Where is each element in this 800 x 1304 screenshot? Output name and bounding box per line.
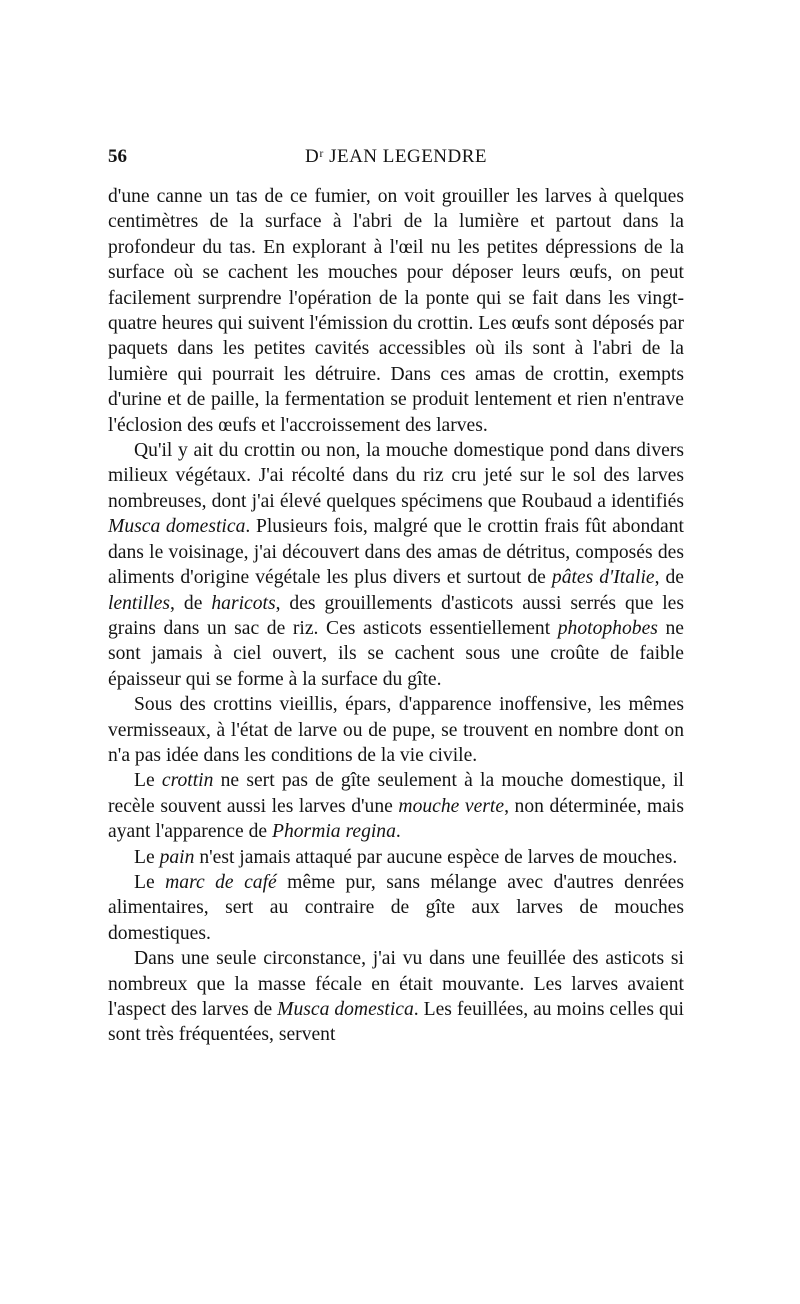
italic-term: pain xyxy=(159,846,195,868)
text-run: , non déterminée, mais ayant l'apparence de xyxy=(108,795,684,843)
text-run: , de xyxy=(654,567,684,589)
text-run: . Les feuillées, au moins celles qui sont très fréquentées, servent xyxy=(108,999,684,1046)
running-head: Dʳ JEAN LEGENDRE xyxy=(304,146,488,167)
italic-term: crottin xyxy=(161,770,214,792)
italic-term: lentilles xyxy=(108,592,171,614)
text-run: . Plusieurs fois, malgré que le crottin frais fût abondant dans le voisinage, j'ai découvert dans des amas de détritus, composés des aliments d'origine végétale les plus divers et surtout de xyxy=(108,516,684,589)
paragraph xyxy=(108,946,684,1048)
text-run: Sous des crottins vieillis, épars, d'apparence inoffensive, les mêmes vermisseaux, à l'état de larve ou de pupe, se trouvent en nombre dont on n'a pas idée dans les conditions de la vie civile. xyxy=(108,694,684,766)
text-run: Dans une seule circonstance, j'ai vu dans une feuillée des asticots si nombreux que la masse fécale en était mouvante. Les larves avaient l'aspect des larves de xyxy=(108,948,684,1020)
paragraph xyxy=(108,845,684,870)
text-run: Le xyxy=(134,770,162,792)
paragraph xyxy=(108,870,684,946)
text-run: , de xyxy=(170,592,212,614)
paragraph xyxy=(108,438,684,692)
italic-term: marc de café xyxy=(165,871,277,893)
page-number: 56 xyxy=(108,146,127,167)
italic-term: pâtes d'Italie xyxy=(551,567,655,589)
italic-term: Musca domestica xyxy=(108,516,246,538)
text-run: ne sert pas de gîte seulement à la mouche domestique, il recèle souvent aussi les larves d'une xyxy=(108,770,684,817)
italic-term: Phormia regina xyxy=(272,821,396,843)
text-run: . xyxy=(395,821,401,843)
paragraph xyxy=(108,768,684,844)
body-text xyxy=(108,184,684,1048)
italic-term: haricots xyxy=(211,592,276,614)
text-run: Le xyxy=(134,871,166,893)
text-run: Le xyxy=(134,846,160,868)
italic-term: photophobes xyxy=(557,617,658,639)
text-run: ne sont jamais à ciel ouvert, ils se cachent sous une croûte de faible épaisseur qui se forme à la surface du gîte. xyxy=(108,617,684,690)
text-run: d'une canne un tas de ce fumier, on voit grouiller les larves à quelques centimètres de la surface à l'abri de la lumière et partout dans la profondeur du tas. En explorant à l'œil nu les petites dépressions de la surface où se cachent les mouches pour déposer leurs œufs, on peut facilement surprendre l'opération de la ponte qui se fait dans les vingt-quatre heures qui suivent l'émission du crottin. Les œufs sont déposés par paquets dans les petites cavités accessibles où ils sont à l'abri de la lumière qui pourrait les détruire. Dans ces amas de crottin, exempts d'urine et de paille, la fermentation se produit lentement et rien n'entrave l'éclosion des œufs et l'accroissement des larves. xyxy=(108,186,684,436)
text-run: Qu'il y ait du crottin ou non, la mouche domestique pond dans divers milieux végétaux. J'ai récolté dans du riz cru jeté sur le sol des larves nombreuses, dont j'ai élevé quelques spécimens que Roubaud a identifiés xyxy=(108,440,684,512)
italic-term: Musca domestica xyxy=(277,999,414,1020)
italic-term: mouche verte xyxy=(398,795,505,817)
paragraph xyxy=(108,184,684,438)
page-header xyxy=(108,146,684,172)
text-run: même pur, sans mélange avec d'autres denrées alimentaires, sert au contraire de gîte aux larves de mouches domestiques. xyxy=(108,871,684,944)
text-run: , des grouillements d'asticots aussi serrés que les grains dans un sac de riz. Ces asticots essentiellement xyxy=(108,592,684,639)
text-run: n'est jamais attaqué par aucune espèce de larves de mouches. xyxy=(194,846,678,868)
paragraph xyxy=(108,692,684,768)
